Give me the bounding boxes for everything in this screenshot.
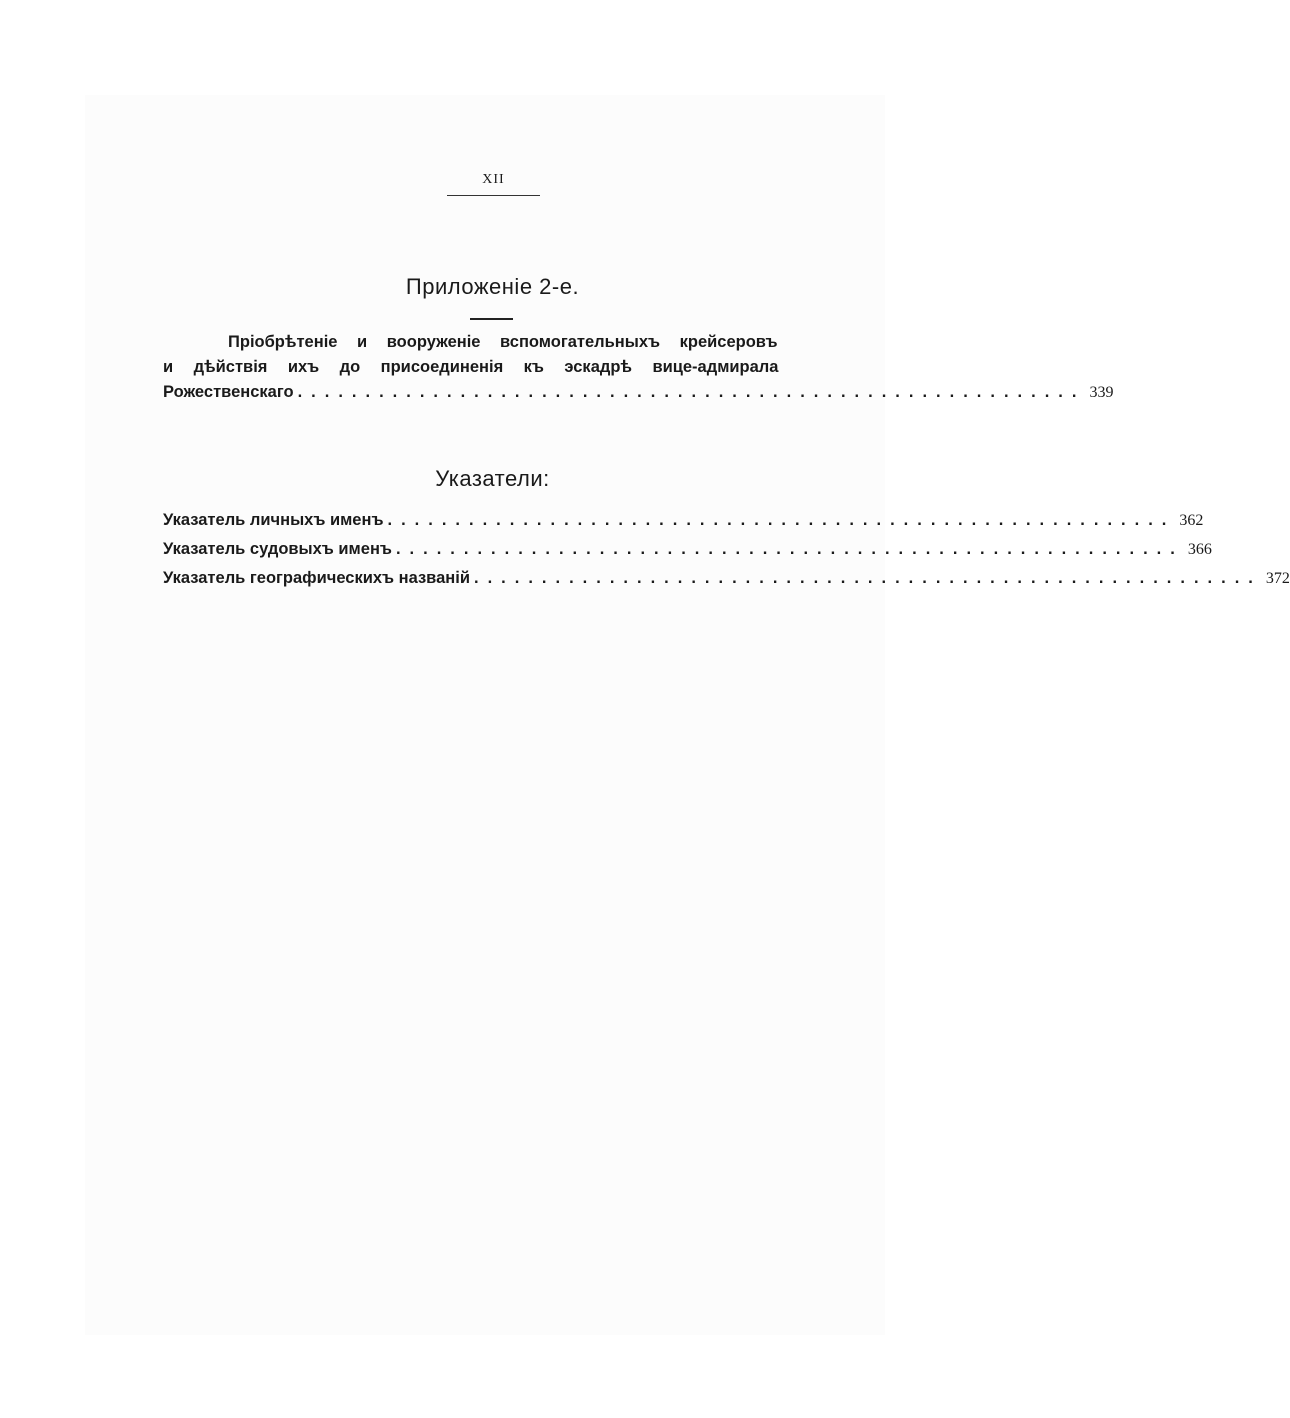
appendix-entry-line2: и дѣйствія ихъ до присоединенія къ эскадрѣ вице-адмирала	[163, 358, 779, 376]
dot-leader: ..........................................................	[395, 540, 1184, 558]
entry-page: 366	[1187, 541, 1212, 558]
entry-label: Указатель судовыхъ именъ	[163, 540, 392, 558]
header-rule	[447, 195, 540, 196]
dot-leader: ..........................................................	[297, 383, 1086, 401]
page-number: XII	[482, 172, 505, 187]
index-entry[interactable]	[163, 569, 1290, 588]
entry-label: Указатель географическихъ названій	[163, 569, 470, 587]
title-rule	[470, 318, 513, 320]
dot-leader: ..........................................................	[387, 511, 1176, 529]
index-entry[interactable]	[163, 511, 1204, 530]
appendix-title: Приложеніе 2-е.	[405, 274, 580, 299]
appendix-entry-line3[interactable]	[163, 383, 1114, 402]
entry-label: Указатель личныхъ именъ	[163, 511, 384, 529]
indexes-title: Указатели:	[435, 466, 550, 491]
entry-page: 339	[1089, 384, 1114, 401]
entry-page: 372	[1265, 570, 1290, 587]
dot-leader: ..........................................................	[473, 569, 1262, 587]
appendix-entry-line1: Пріобрѣтеніе и вооруженіе вспомогательныхъ крейсеровъ	[228, 333, 778, 351]
index-entry[interactable]	[163, 540, 1212, 559]
entry-page: 362	[1179, 512, 1204, 529]
entry-label: Рожественскаго	[163, 383, 294, 401]
